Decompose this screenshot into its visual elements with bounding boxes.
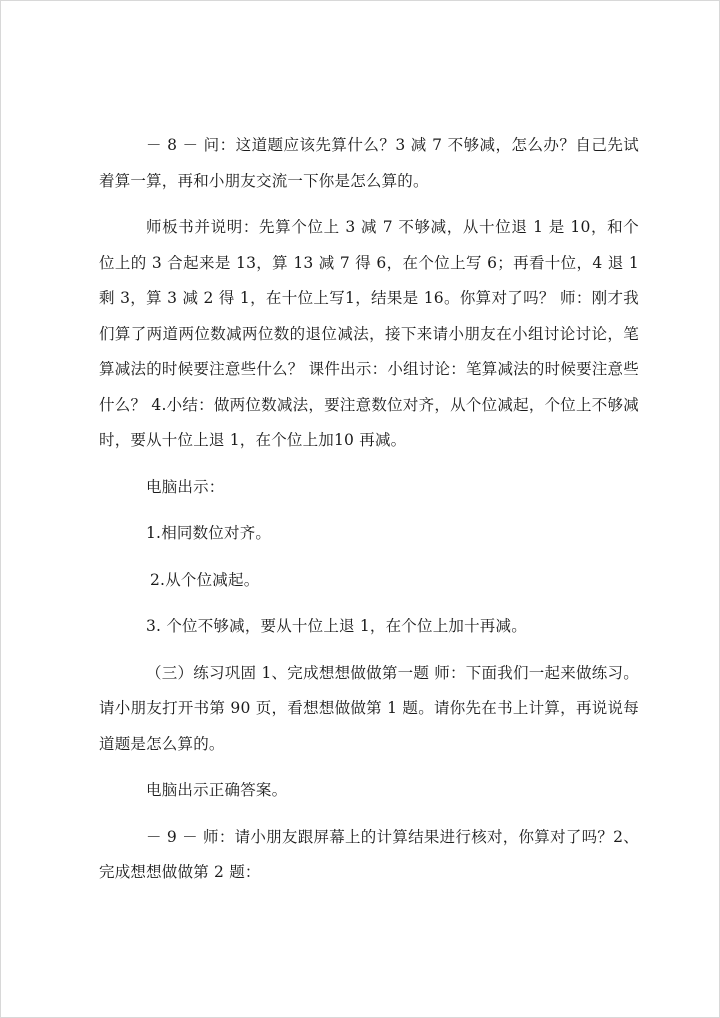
paragraph-check-results: － 9 － 师：请小朋友跟屏幕上的计算结果进行核对，你算对了吗？2、完成想想做做第 2 题： — [99, 827, 639, 881]
paragraph-practice: （三）练习巩固 1、完成想想做做第一题 师：下面我们一起来做练习。请小朋友打开书第 90 页，看想想做做第 1 题。请你先在书上计算，再说说每道题是怎么算的。 — [99, 663, 639, 753]
paragraph-board-explanation: 师板书并说明：先算个位上 3 减 7 不够减，从十位退 1 是 10，和个位上的 3 合起来是 13，算 13 减 7 得 6，在个位上写 6；再看十位，4 退 1 剩 3，算 3 减 2 得 1，在十位上写1，结果是 16。你算对了吗？ 师：刚才我们算了两道两位数减两位数的退位减法，接下来请小朋友在小组讨论讨论，笔算减法的时候要注意些什么？ 课件出示：小组讨论：笔算减法的时候要注意些什么？ 4.小结：做两位数减法，要注意数位对齐，从个位减起，个位上不够减时，要从十位上退 1，在个位上加10 再减。 — [99, 218, 639, 449]
paragraph-question: － 8 － 问：这道题应该先算什么？3 减 7 不够减，怎么办？自己先试着算一算，再和小朋友交流一下你是怎么算的。 — [99, 136, 639, 190]
document-body — [99, 128, 639, 902]
paragraph-correct-answers: 电脑出示正确答案。 — [146, 781, 288, 799]
list-item-borrow-ten: 3. 个位不够减，要从十位上退 1，在个位上加十再减。 — [146, 617, 527, 635]
paragraph-computer-shows: 电脑出示： — [146, 477, 225, 496]
list-item-start-ones: 2.从个位减起。 — [150, 570, 260, 589]
list-item-align-digits: 1.相同数位对齐。 — [146, 524, 272, 542]
